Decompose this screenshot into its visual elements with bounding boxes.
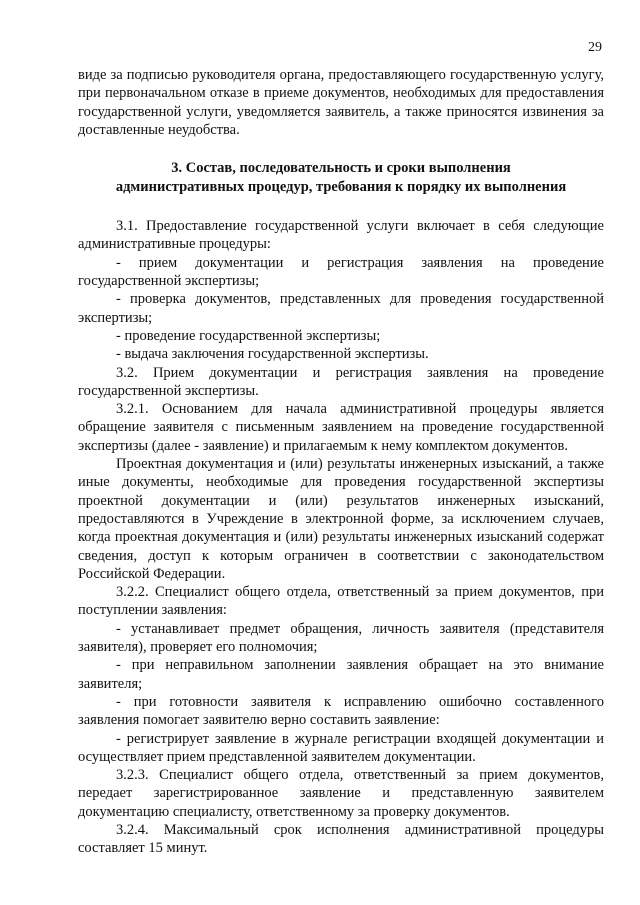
page-number: 29	[588, 40, 602, 55]
list-item-help-correct: - при готовности заявителя к исправлению ошибочно составленного заявления помогает заявителю верно составить заявление:	[78, 693, 604, 729]
list-item-establish-subject: - устанавливает предмет обращения, личность заявителя (представителя заявителя), проверяет его полномочия;	[78, 620, 604, 656]
paragraph-3-2-2: 3.2.2. Специалист общего отдела, ответственный за прием документов, при поступлении заявления:	[78, 584, 604, 619]
list-item-examination: - проведение государственной экспертизы;	[116, 327, 381, 344]
document-page	[78, 66, 604, 858]
list-item-incorrect-filling: - при неправильном заполнении заявления обращает на это внимание заявителя;	[78, 657, 604, 692]
paragraph-3-1: 3.1. Предоставление государственной услуги включает в себя следующие административные процедуры:	[78, 218, 604, 253]
paragraph-3-2-1: 3.2.1. Основанием для начала административной процедуры является обращение заявителя с письменным заявлением на проведение государственной экспертизы (далее - заявление) и прилагаемым к нему комплектом документов.	[78, 401, 604, 454]
paragraph-project-documentation: Проектная документация и (или) результаты инженерных изысканий, а также иные документы, необходимые для проведения государственной экспертизы проектной документации и (или) результатов инженерных изысканий, предоставляются в Учреждение в электронной форме, за исключением случаев, когда проектная документация и (или) результаты инженерных изысканий содержат сведения, доступ к которым ограничен в соответствии с законодательством Российской Федерации.	[78, 456, 604, 582]
list-item-register: - регистрирует заявление в журнале регистрации входящей документации и осуществляет прием представленной заявителем документации.	[78, 730, 604, 765]
paragraph-3-2-3: 3.2.3. Специалист общего отдела, ответственный за прием документов, передает зарегистрированное заявление и представленную заявителем документацию специалисту, ответственному за проверку документов.	[78, 767, 604, 820]
list-item-verification: - проверка документов, представленных для проведения государственной экспертизы;	[78, 291, 604, 326]
section-heading-line-2: административных процедур, требования к порядку их выполнения	[115, 179, 567, 196]
section-heading-line-1: 3. Состав, последовательность и сроки выполнения	[171, 160, 511, 177]
list-item-reception: - прием документации и регистрация заявления на проведение государственной экспертизы;	[78, 254, 604, 290]
paragraph-3-2: 3.2. Прием документации и регистрация заявления на проведение государственной экспертизы.	[78, 364, 604, 399]
list-item-conclusion: - выдача заключения государственной экспертизы.	[116, 346, 429, 363]
intro-paragraph: виде за подписью руководителя органа, предоставляющего государственную услугу, при первоначальном отказе в приеме документов, необходимых для предоставления государственной услуги, уведомляется заявитель, а также приносятся извинения за доставленные неудобства.	[78, 67, 604, 138]
paragraph-3-2-4: 3.2.4. Максимальный срок исполнения административной процедуры составляет 15 минут.	[78, 821, 604, 857]
section-heading	[78, 159, 604, 197]
